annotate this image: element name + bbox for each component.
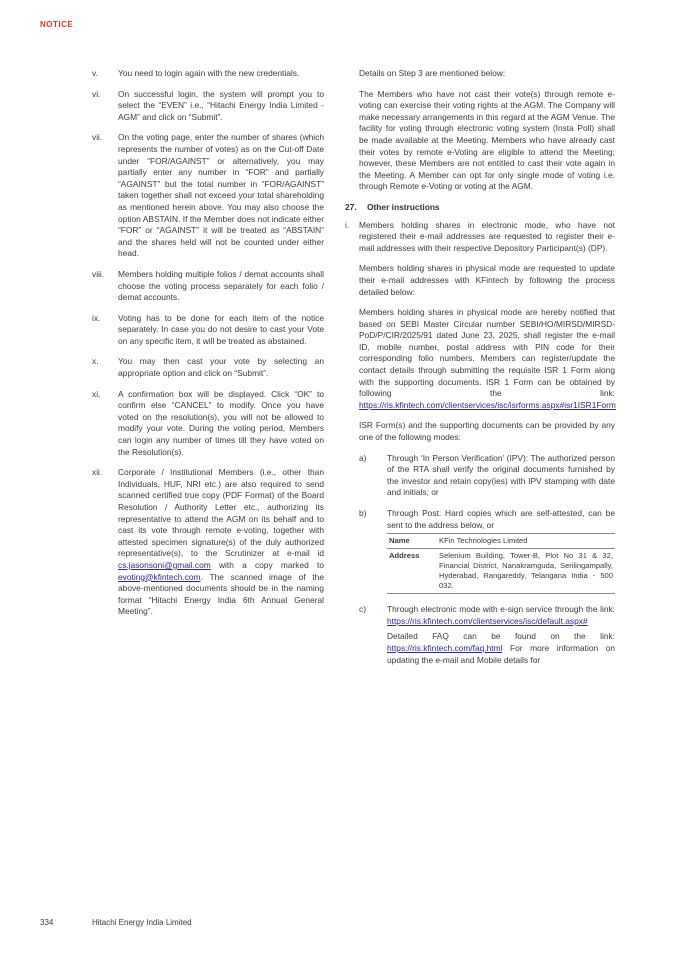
list-item: viii. Members holding multiple folios / demat accounts shall choose the voting process separately for each folio / demat accounts. [92, 268, 324, 303]
address-table [387, 533, 615, 594]
physical-paragraph: Members holding shares in physical mode are requested to update their e-mail addresses with KFintech by following the process detailed below: [359, 263, 615, 297]
isr-forms-paragraph: ISR Form(s) and the supporting documents can be provided by any one of the following modes: [359, 420, 615, 443]
sebi-paragraph: Members holding shares in physical mode are hereby notified that based on SEBI Master Circular number SEBI/HO/MIRSD/MIRSD-PoD/P/CIR/2025/91 dated June 23, 2025, shall register the e-mail ID, mobile number, postal address with PIN code for their corresponding folio numbers. Members can register/update the contact details through submitting the requisite ISR 1 Form along with the supporting documents. ISR 1 Form can be obtained by following the link: https://ris.kfintech.com/clientservices/isc/isrforms.aspx#isr1ISR1Form [359, 307, 616, 410]
mode-ipv: a) Through ‘In Person Verification’ (IPV): The authorized person of the RTA shall verify the original documents furnished by the investor and retain copy(ies) with IPV stamping with date and initials; or [359, 452, 615, 498]
list-item: vii. On the voting page, enter the number of shares (which represents the number of votes) as on the Cut-off Date under “FOR/AGAINST” or alternatively, you may partially enter any number in “FOR” and partially “AGAINST” but the total number in “FOR/AGAINST” taken together shall not exceed your total shareholding as mentioned herein above. You may also choose the option ABSTAIN. If the Member does not indicate either “FOR” or “AGAINST” it will be treated as “ABSTAIN” and the shares held will not be counted under either head. [92, 132, 324, 259]
section-header: NOTICE [40, 20, 74, 29]
right-column [345, 68, 615, 675]
list-item: ix. Voting has to be done for each item of the notice separately. In case you do not desire to cast your Vote on any specific item, it will be treated as abstained. [92, 312, 324, 346]
left-column [92, 68, 324, 627]
mode-post: b) Through Post: Hard copies which are self-attested, can be sent to the address below, or Name KFin Technologies Limited Address Selenium Building, Tower-B, Plot No 31 & 32, Financial District, Nanakramguda, Serilingampally, Hyderabad, Rangareddy, Telangana India - 500 032. [359, 508, 615, 594]
faq-paragraph: Detailed FAQ can be found on the link: https://ris.kfintech.com/faq.html For more information on updating the e-mail and Mobile details for [387, 631, 615, 665]
list-item-corporate: xii. Corporate / Institutional Members (i.e., other than Individuals, HUF, NRI etc.) are also required to send scanned certified true copy (PDF Format) of the Board Resolution / Authority Letter etc., authorizing its representative to attend the AGM on its behalf and to cast its vote through remote e-voting, together with attested specimen signature(s) of the duly authorized representative(s), to the Scrutinizer at e-mail id cs.jasonsoni@gmail.com with a copy marked to evoting@kfintech.com. The scanned image of the above-mentioned documents should be in the naming format “Hitachi Energy India 6th Annual General Meeting”. [92, 467, 324, 617]
table-row: Name KFin Technologies Limited [387, 534, 615, 549]
step3-text: The Members who have not cast their vote(s) through remote e-voting can exercise their voting rights at the AGM. The Company will make necessary arrangements in this regard at the AGM Venue. The facility for voting through electronic voting system (Insta Poll) shall be made available at the Meeting. Members who have already cast their votes by remote e-Voting are eligible to attend the Meeting; however, these Members are not entitled to cast their vote again in the Meeting. A Member can opt for only single mode of voting i.e. through Remote e-Voting or voting at the AGM. [359, 88, 615, 192]
list-item: vi. On successful login, the system will prompt you to select the “EVEN” i.e., “Hitachi Energy India Limited - AGM” and click on “Submit”. [92, 88, 324, 122]
list-item: x. You may then cast your vote by selecting an appropriate option and click on “Submit”. [92, 356, 324, 379]
sub-item: i. Members holding shares in electronic mode, who have not registered their e-mail addresses are requested to register their e-mail addresses with their respective Depository Participant(s) (DP). [345, 219, 615, 253]
list-item: v. You need to login again with the new credentials. [92, 68, 300, 78]
esign-link[interactable]: https://ris.kfintech.com/clientservices/isc/default.aspx# [387, 615, 588, 626]
section-heading: 27. Other instructions [345, 201, 440, 212]
step3-intro: Details on Step 3 are mentioned below: [359, 68, 506, 78]
list-item: xi. A confirmation box will be displayed. Click “OK” to confirm else “CANCEL” to modify. Once you have voted on the resolution(s), you will not be allowed to modify your vote. During the voting period, Members can login any number of times till they have voted on the Resolution(s). [92, 388, 324, 457]
faq-link[interactable]: https://ris.kfintech.com/faq.html [387, 642, 503, 653]
page-number: 334 [40, 918, 54, 927]
company-name: Hitachi Energy India Limited [92, 918, 192, 927]
mode-electronic: c) Through electronic mode with e-sign service through the link: https://ris.kfintech.com/clientservices/isc/default.aspx# Detailed FAQ can be found on the link: https://ris.kfintech.com/faq.html For more information on updating the e-mail and Mobile details for [359, 604, 615, 665]
scrutinizer-email-link[interactable]: cs.jasonsoni@gmail.com [118, 559, 211, 570]
isr1-form-link[interactable]: https://ris.kfintech.com/clientservices/isc/isrforms.aspx#isr1ISR1Form [359, 399, 616, 410]
evoting-email-link[interactable]: evoting@kfintech.com [118, 571, 201, 582]
page-footer [40, 918, 192, 927]
table-row: Address Selenium Building, Tower-B, Plot No 31 & 32, Financial District, Nanakramguda, Serilingampally, Hyderabad, Rangareddy, Telangana India - 500 032. [387, 549, 615, 594]
